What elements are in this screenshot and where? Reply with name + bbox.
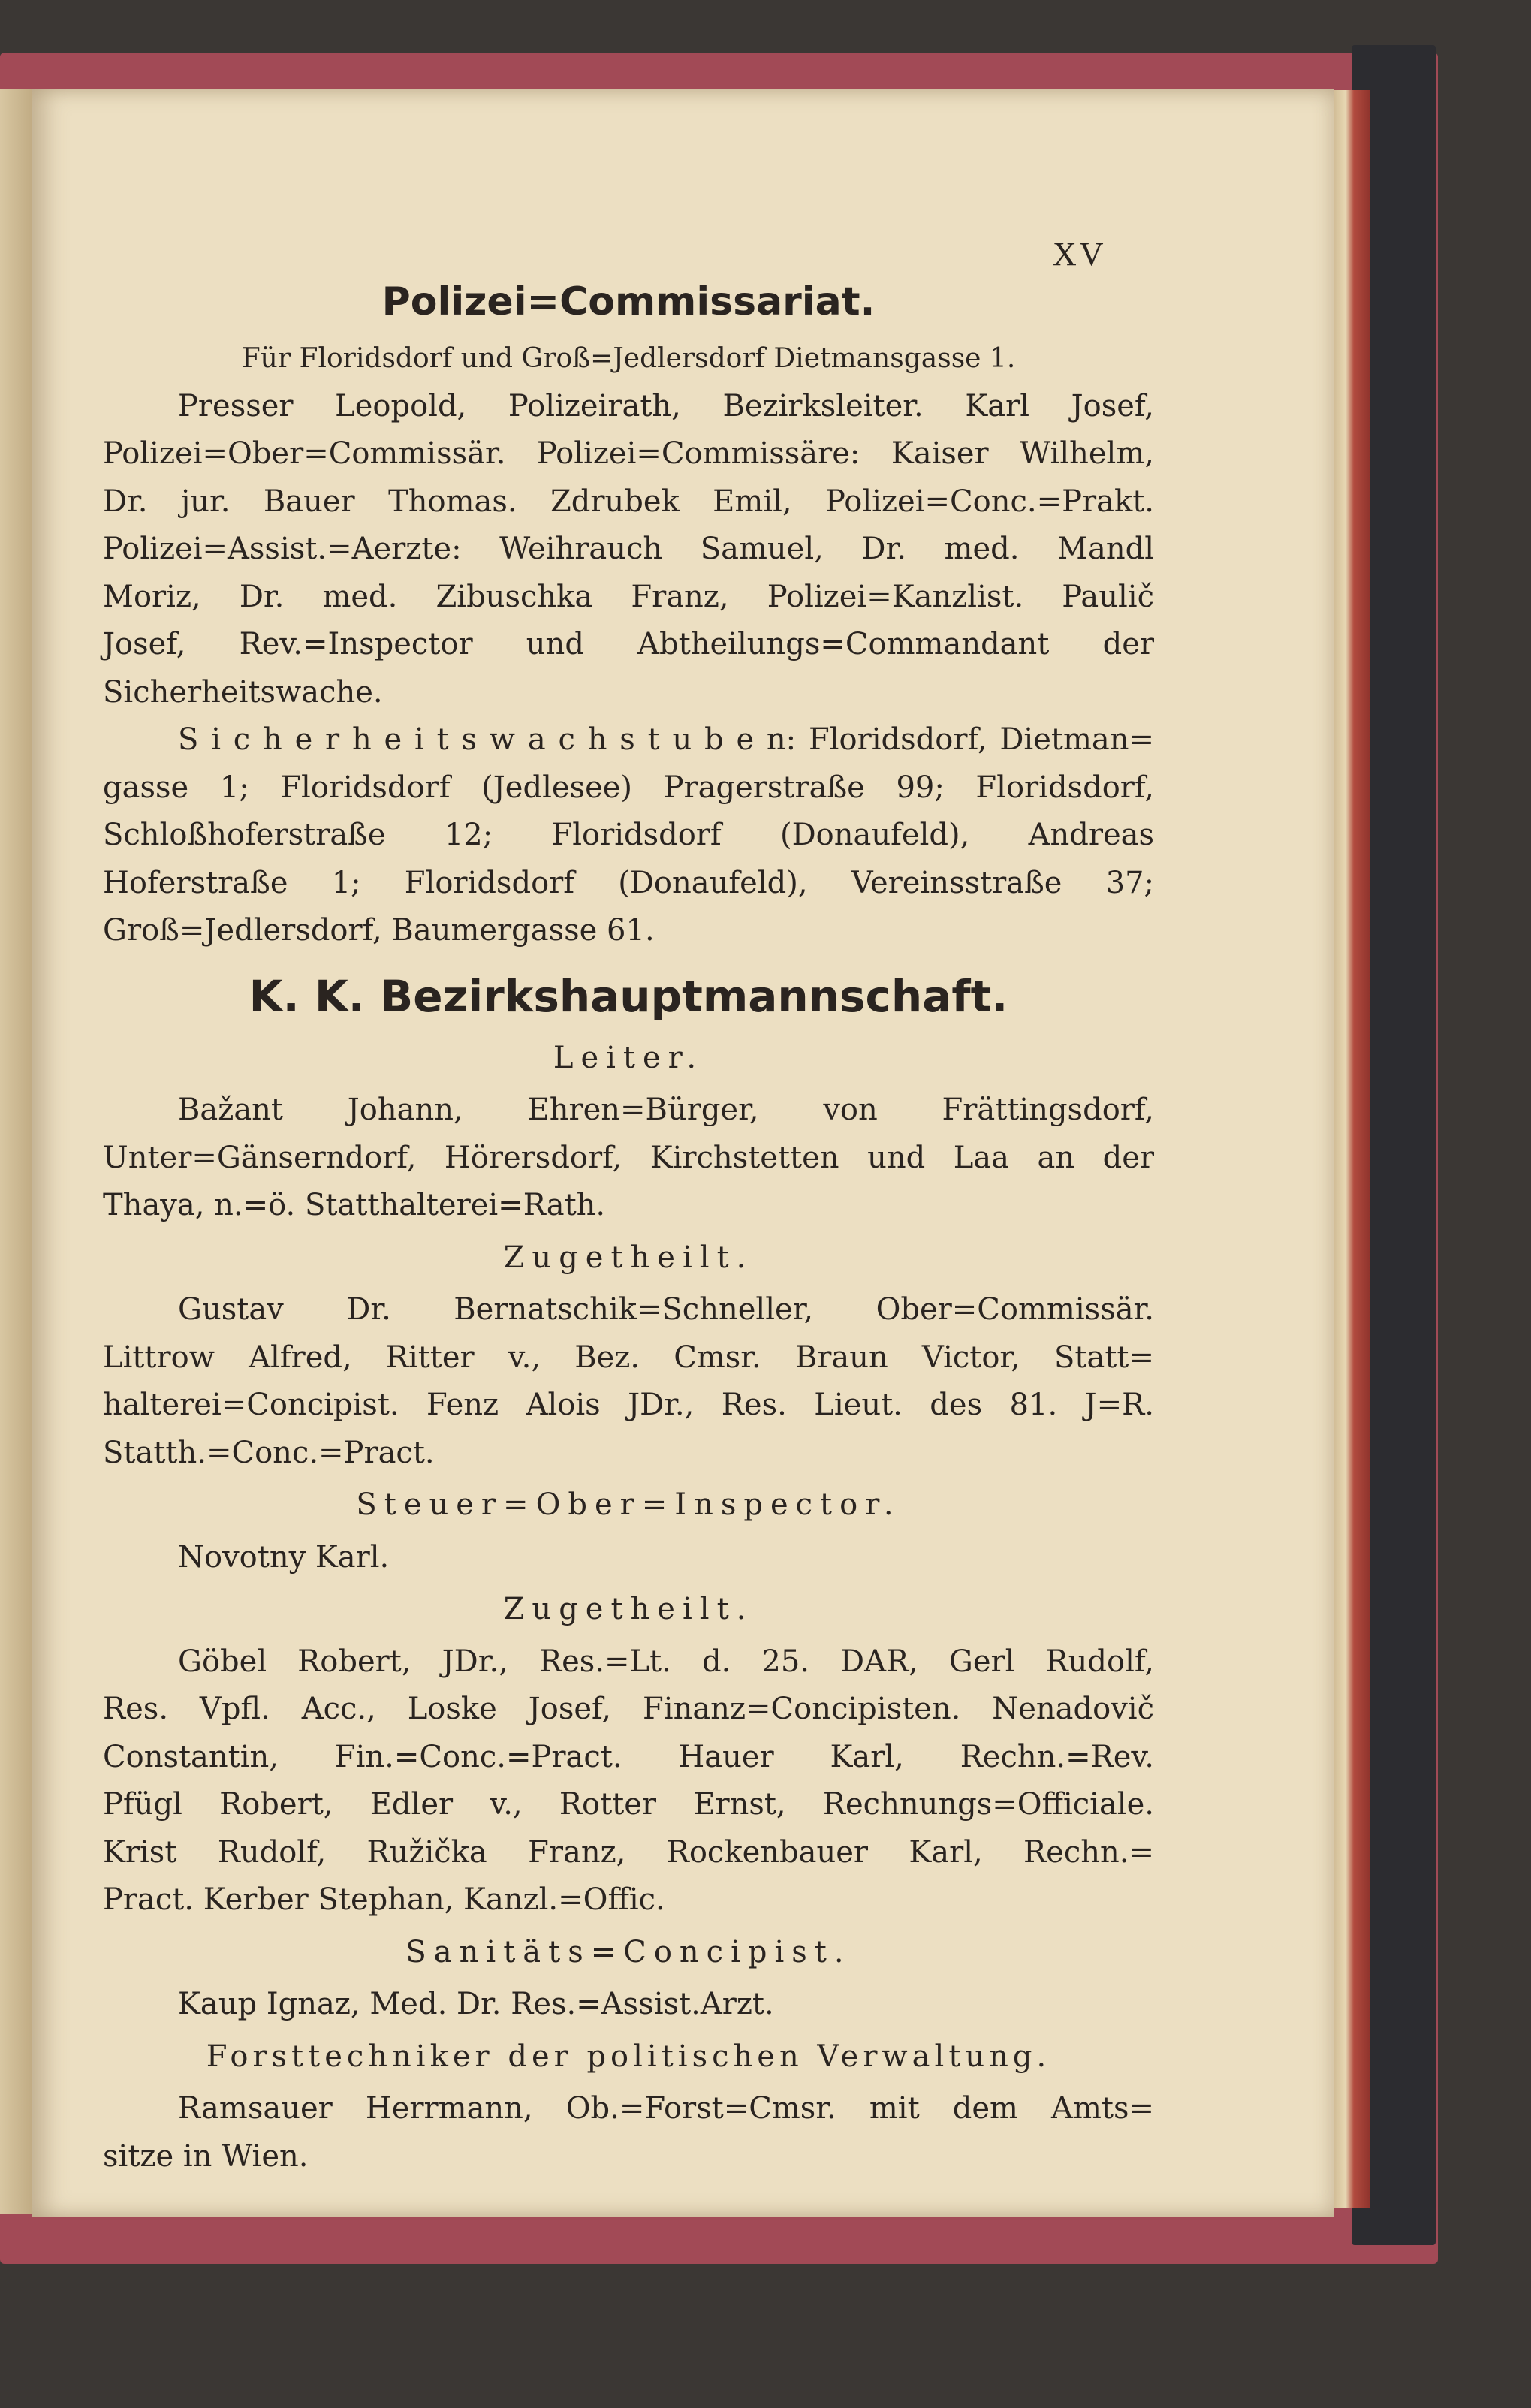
text-line: sitze in Wien. xyxy=(103,2138,309,2174)
page-number: XV xyxy=(1053,236,1107,273)
text-line: Schloßhoferstraße 12; Floridsdorf (Donaufeld), Andreas xyxy=(103,818,1154,852)
text-line: Res. Vpfl. Acc., Loske Josef, Finanz=Concipisten. Nenadovič xyxy=(103,1692,1154,1726)
text-line: Thaya, n.=ö. Statthalterei=Rath. xyxy=(103,1188,606,1222)
text-line: Ramsauer Herrmann, Ob.=Forst=Cmsr. mit dem Amts= xyxy=(178,2091,1154,2126)
book-page xyxy=(32,89,1334,2217)
text-line: Groß=Jedlersdorf, Baumergasse 61. xyxy=(103,913,655,948)
text-line: Moriz, Dr. med. Zibuschka Franz, Polizei=Kanzlist. Paulič xyxy=(103,579,1154,614)
subsection-label-zugetheilt: Zugetheilt. xyxy=(503,1240,754,1275)
subsection-label-forst: Forsttechniker der politischen Verwaltung. xyxy=(206,2039,1051,2074)
text-line: Bažant Johann, Ehren=Bürger, von Frättingsdorf, xyxy=(178,1092,1154,1127)
subsection-label-steuer: Steuer=Ober=Inspector. xyxy=(356,1487,901,1522)
text-line: Unter=Gänserndorf, Hörersdorf, Kirchstetten und Laa an der xyxy=(103,1140,1154,1175)
text-line: Littrow Alfred, Ritter v., Bez. Cmsr. Braun Victor, Statt= xyxy=(103,1340,1154,1375)
text-line: Pract. Kerber Stephan, Kanzl.=Offic. xyxy=(103,1882,665,1917)
text-line: Presser Leopold, Polizeirath, Bezirksleiter. Karl Josef, xyxy=(178,388,1154,423)
text-line: Dr. jur. Bauer Thomas. Zdrubek Emil, Polizei=Conc.=Prakt. xyxy=(103,484,1154,519)
text-line: Josef, Rev.=Inspector und Abtheilungs=Commandant der xyxy=(103,627,1154,662)
text-line: Pfügl Robert, Edler v., Rotter Ernst, Rechnungs=Officiale. xyxy=(103,1787,1154,1822)
subsection-label-zugetheilt: Zugetheilt. xyxy=(503,1592,754,1626)
section-heading-bezirk: K. K. Bezirkshauptmannschaft. xyxy=(249,970,1008,1022)
subsection-label-sanitaet: Sanitäts=Concipist. xyxy=(405,1934,851,1969)
text-line: Novotny Karl. xyxy=(178,1539,390,1575)
page-block-edge xyxy=(1329,90,1370,2208)
text-line: Hoferstraße 1; Floridsdorf (Donaufeld), Vereinsstraße 37; xyxy=(103,865,1154,900)
text-line: Gustav Dr. Bernatschik=Schneller, Ober=Commissär. xyxy=(178,1292,1154,1327)
text-line: halterei=Concipist. Fenz Alois JDr., Res. Lieut. des 81. J=R. xyxy=(103,1388,1154,1422)
page-content xyxy=(103,239,1154,2180)
text-line: Göbel Robert, JDr., Res.=Lt. d. 25. DAR, Gerl Rudolf, xyxy=(178,1644,1154,1679)
text-line: Polizei=Ober=Commissär. Polizei=Commissäre: Kaiser Wilhelm, xyxy=(103,436,1154,471)
text-line: Statth.=Conc.=Pract. xyxy=(103,1435,435,1470)
text-line: Sicherheitswache. xyxy=(103,674,383,710)
text-line: Krist Rudolf, Ružička Franz, Rockenbauer Karl, Rechn.= xyxy=(103,1834,1154,1870)
subsection-label-leiter: Leiter. xyxy=(553,1040,704,1075)
text-line: Polizei=Assist.=Aerzte: Weihrauch Samuel, Dr. med. Mandl xyxy=(103,532,1154,566)
polizei-subheading: Für Floridsdorf und Groß=Jedlersdorf Dietmansgasse 1. xyxy=(241,343,1016,374)
text-line: S i c h e r h e i t s w a c h s t u b e n: Floridsdorf, Dietman= xyxy=(178,722,1154,757)
text-line: Constantin, Fin.=Conc.=Pract. Hauer Karl, Rechn.=Rev. xyxy=(103,1739,1154,1774)
text-line: Kaup Ignaz, Med. Dr. Res.=Assist.Arzt. xyxy=(178,1987,774,2021)
text-line: gasse 1; Floridsdorf (Jedlesee) Pragerstraße 99; Floridsdorf, xyxy=(103,770,1154,805)
section-heading-polizei: Polizei=Commissariat. xyxy=(381,279,876,324)
